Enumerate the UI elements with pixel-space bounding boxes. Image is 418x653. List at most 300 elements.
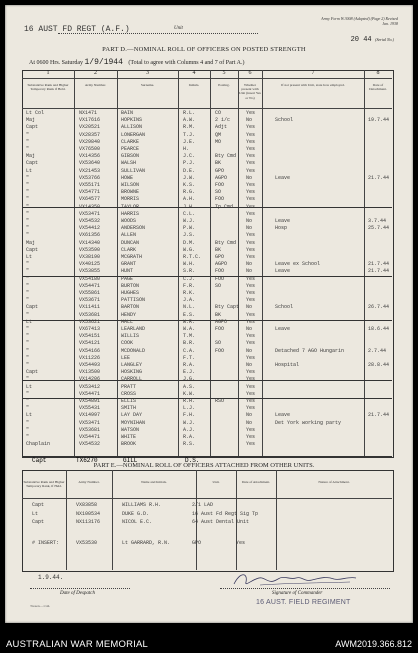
cell-num: VX21453: [79, 167, 101, 174]
cell-sur: BAIN: [121, 110, 134, 116]
cell-dt: 2.7.44: [368, 347, 387, 354]
cell-rank: ": [26, 203, 30, 210]
cell-rank: ": [26, 282, 30, 289]
table-row: [22, 369, 392, 375]
table-row: [22, 110, 392, 116]
cell-pos: Tp Cmd: [215, 203, 234, 210]
cell-ini: B.R.: [183, 340, 196, 347]
cell-ini: S.R.: [183, 268, 196, 275]
cell-num: VX53590: [79, 246, 101, 253]
cell-sur: CLARKE: [121, 138, 140, 145]
table-row: [22, 261, 392, 267]
cell-rank: ": [26, 261, 30, 268]
table-row: [22, 160, 392, 166]
cell-sur: CROSS: [121, 390, 137, 397]
table-row: [22, 376, 392, 382]
unit-label: Unit: [174, 26, 183, 31]
cell-ini: D.M.: [183, 239, 196, 246]
table-row: [22, 427, 392, 433]
part-e-title: PART E.—NOMINAL ROLL OF OFFICERS ATTACHED FROM OTHER UNITS.: [93, 462, 315, 469]
cell-sur: MCDONALD: [121, 347, 146, 354]
cell-unit: 64 Aust Dental Unit: [192, 519, 250, 525]
cell-ini: R.H.: [183, 398, 196, 404]
cell-wh: Yes: [246, 340, 256, 347]
cell-sur: HUNT: [121, 268, 134, 275]
cell-wh: No: [246, 218, 253, 224]
cell-ini: D.E.: [183, 167, 196, 174]
cell-rank: ": [26, 225, 30, 232]
cell-pos: FOO: [215, 196, 225, 203]
cell-rank: ": [26, 398, 30, 404]
cell-ini: F.R.: [183, 282, 196, 289]
cell-num: VX54532: [79, 441, 101, 448]
cell-sur: LANGLEY: [121, 362, 143, 368]
cell-sur: BROOK: [121, 441, 137, 448]
cell-num: VX20521: [79, 124, 101, 131]
cell-rank: ": [26, 419, 30, 426]
cell-num: VX40125: [79, 261, 101, 268]
signature-label: Signature of Commander: [272, 591, 323, 596]
cell-rank: ": [26, 268, 30, 275]
cell-ini: R.T.C.: [183, 254, 202, 260]
cell-num: VX83858: [76, 502, 98, 508]
cell-num: VX29840: [79, 138, 101, 145]
cell-ini: R.L.: [183, 110, 196, 116]
at-prefix: At 0600 Hrs. Saturday: [29, 60, 83, 66]
cell-ini: R.G.: [183, 189, 196, 196]
cell-rank: ": [26, 405, 30, 412]
cell-ini: A.W.: [183, 117, 196, 124]
cell-pos: SO: [215, 282, 222, 289]
cell-ini: R.A.: [183, 362, 196, 368]
cell-num: VX55861: [79, 290, 101, 296]
cell-sur: WOODS: [121, 218, 137, 224]
cell-num: VX64577: [79, 196, 101, 203]
cell-rank: Lt: [26, 383, 33, 390]
cell-pos: MO: [215, 138, 222, 145]
cell-num: VX54121: [79, 340, 101, 347]
cell-num: VX53681: [79, 426, 101, 433]
table-row: [22, 434, 392, 440]
cell-sur: TAYLOR: [121, 203, 140, 210]
cell-num: VX53471: [79, 210, 101, 217]
form-id: Army Form W.3008 (Adapted) (Page 2) Revised Jan. 1938: [321, 16, 398, 26]
cell-sur: BROWNE: [121, 189, 140, 196]
cell-wh: Yes: [246, 110, 256, 116]
cell-wh: Yes: [246, 297, 256, 304]
cell-num: VX67413: [79, 326, 101, 332]
part-d-col-number: 2: [94, 70, 97, 76]
table-row: [22, 146, 392, 152]
part-e-header-rule: [22, 498, 392, 499]
cell-sur: HOSKING: [121, 369, 143, 376]
table-row: [22, 326, 392, 332]
cell-wh: No: [246, 225, 253, 232]
cell-pos: FOO: [215, 347, 225, 354]
cell-num: VX17616: [79, 117, 101, 124]
cell-wh: Yes: [246, 189, 256, 196]
cell-rsn: School: [275, 304, 294, 311]
part-d-col-header: Army Number.: [84, 83, 107, 87]
cell-ini: W.J.: [183, 419, 196, 426]
cell-rank: ": [26, 362, 30, 368]
cell-num: VX14206: [79, 376, 101, 383]
part-d-col-number: 5: [222, 70, 226, 76]
cell-sur: HARRIS: [121, 210, 140, 217]
cell-wh: Yes: [246, 426, 256, 433]
cell-sur: SULLIVAN: [121, 167, 146, 174]
table-row: [22, 290, 392, 296]
cell-rank: ": [26, 326, 30, 332]
cell-pos: CO: [215, 110, 222, 116]
table-row: [22, 117, 392, 123]
unit-stamp: 16 AUST. FIELD REGIMENT: [256, 599, 351, 606]
cell-wh: No: [246, 419, 253, 426]
cell-sur: LEE: [121, 354, 131, 361]
cell-sur: HOWE: [121, 174, 134, 181]
cell-ini: J.G.: [183, 376, 196, 383]
cell-num: NX1471: [79, 110, 98, 116]
table-row: [22, 182, 392, 188]
serial-label: (Serial No.): [375, 37, 394, 42]
cell-rank: ": [26, 434, 30, 440]
cell-ini: J.E.: [183, 138, 196, 145]
cell-rank: Lt: [26, 254, 33, 260]
cell-ini: T.M.: [183, 333, 196, 340]
table-row: [22, 502, 392, 509]
cell-rank: ": [26, 275, 30, 282]
cell-num: VX54180: [79, 275, 101, 282]
cell-wh: Yes: [246, 196, 256, 203]
part-d-col-number: 1: [46, 70, 50, 76]
table-row: [22, 139, 392, 145]
cell-rank: ": [26, 390, 30, 397]
part-e-col-header: Army Number.: [78, 480, 100, 484]
cell-wh: Yes: [246, 318, 256, 325]
cell-sur: DUNCAN: [121, 239, 140, 246]
cell-rsn: Leave ex School: [275, 261, 321, 268]
cell-wh: Yes: [246, 246, 256, 253]
cell-num: VX53766: [79, 174, 101, 181]
cell-rank: Maj: [26, 117, 36, 124]
table-row: [22, 362, 392, 368]
cell-ini: W.R.: [183, 318, 196, 325]
part-e-col-header: Date of Attachment.: [241, 480, 271, 484]
cell-ini: J.A.: [183, 297, 196, 304]
cell-wh: No: [246, 362, 253, 368]
cell-rank: ": [26, 232, 30, 239]
cell-rsn: Hosp: [275, 225, 288, 232]
cell-sur: HENDY: [121, 311, 137, 318]
cell-rsn: School: [275, 117, 294, 124]
bar-name: GILL: [123, 457, 138, 464]
cell-rank: ": [26, 297, 30, 304]
cell-wh: Yes: [246, 182, 256, 188]
cell-wh: Yes: [246, 311, 256, 318]
cell-wh: Yes: [246, 138, 256, 145]
cell-wh: Yes: [246, 398, 256, 404]
cell-wh: Yes: [246, 160, 256, 167]
part-d-header-rule: [22, 108, 392, 109]
cell-pos: SO: [215, 340, 222, 347]
cell-ini: R.K.: [183, 290, 196, 296]
table-row: [22, 283, 392, 289]
cell-wh: Yes: [246, 383, 256, 390]
cell-rank: Lt Col: [26, 110, 45, 116]
cell-wh: No: [246, 268, 253, 275]
cell-num: VX14350: [79, 203, 101, 210]
cell-ini: K.S.: [183, 182, 196, 188]
serial-number: [351, 36, 394, 44]
cell-rsn: Hospital: [275, 362, 300, 368]
cell-num: VX53412: [79, 383, 101, 390]
cell-sur: ALLEN: [121, 232, 137, 239]
cell-name: NICOL E.C.: [122, 519, 153, 525]
cell-sur: HOPKINS: [121, 117, 143, 124]
printer-imprint: Treeen—1/44.: [30, 604, 51, 608]
cell-ini: K.W.: [183, 390, 196, 397]
cell-dt: 28.8.44: [368, 362, 390, 368]
cell-num: VX14356: [79, 153, 101, 160]
archive-accession: AWM2019.366.812: [335, 639, 412, 649]
table-row: [22, 168, 392, 174]
cell-ini: P.J.: [183, 160, 196, 167]
cell-sur: PRATT: [121, 383, 137, 390]
cell-dt: 21.7.44: [368, 268, 390, 275]
part-d-col-number: 8: [376, 70, 380, 76]
cell-num: VX14997: [79, 412, 101, 419]
cell-ini: W.H.: [183, 261, 196, 268]
cell-sur: LEARLAND: [121, 326, 146, 332]
cell-wh: No: [246, 347, 253, 354]
cell-wh: No: [246, 174, 253, 181]
table-row: [22, 254, 392, 260]
cell-wh: Yes: [246, 390, 256, 397]
cell-dt: 21.7.44: [368, 412, 390, 419]
cell-ini: F.T.: [183, 354, 196, 361]
cell-pos: 2 i/c: [215, 117, 231, 124]
cell-wh: Yes: [246, 203, 256, 210]
cell-dt: 3.7.44: [368, 218, 387, 224]
cell-pos: Adjt: [215, 124, 228, 131]
cell-num: VX53471: [79, 419, 101, 426]
table-row: [22, 511, 392, 518]
cell-pos: BK: [215, 311, 222, 318]
cell-wh: Yes: [246, 146, 256, 152]
cell-pos: QM: [215, 131, 222, 138]
table-row: [22, 304, 392, 310]
cell-ini: C.A.: [183, 347, 196, 354]
cell-pos: FOO: [215, 268, 225, 275]
cell-ini: L.J.: [183, 405, 196, 412]
cell-num: VX53671: [79, 297, 101, 304]
table-row: [22, 240, 392, 246]
table-row: [22, 398, 392, 404]
cell-num: VX54166: [79, 347, 101, 354]
cell-wh: Yes: [246, 124, 256, 131]
part-d-col-number: 4: [192, 70, 196, 76]
cell-dt: Yes: [236, 540, 246, 546]
cell-wh: Yes: [246, 131, 256, 138]
table-row: [22, 175, 392, 181]
cell-ini: H.: [183, 146, 190, 152]
cell-ini: A.J.: [183, 426, 196, 433]
cell-unit: 16 Aust Fd Regt Sig Tp: [192, 510, 259, 517]
cell-num: VX53530: [76, 540, 98, 546]
cell-num: VX54532: [79, 218, 101, 224]
cell-wh: Yes: [246, 232, 256, 239]
cell-rank: Capt: [26, 160, 39, 167]
cell-num: NX113176: [76, 519, 101, 525]
cell-pos: GPO: [215, 254, 225, 260]
cell-wh: Yes: [246, 369, 256, 376]
cell-pos: FOO: [215, 326, 225, 332]
cell-wh: Yes: [246, 290, 256, 296]
cell-ini: A.S.: [183, 383, 196, 390]
cell-wh: No: [246, 304, 253, 311]
cell-sur: GIBSON: [121, 153, 140, 160]
cell-pos: FOO: [215, 275, 225, 282]
cell-pos: RSO: [215, 398, 225, 404]
cell-sur: COOK: [121, 340, 134, 347]
cell-dt: 21.7.44: [368, 174, 390, 181]
cell-pos: Bty Cmd: [215, 239, 237, 246]
cell-num: VX54471: [79, 390, 101, 397]
table-row: [22, 348, 392, 354]
cell-sur: MORRIS: [121, 196, 140, 203]
cell-sur: ANDERSON: [121, 225, 146, 232]
cell-ini: R.S.: [183, 441, 196, 448]
cell-wh: Yes: [246, 153, 256, 160]
part-d-title: PART D.—NOMINAL ROLL OF OFFICERS ON POSTED STRENGTH: [102, 46, 306, 53]
part-d-col-header: Initials.: [188, 83, 200, 87]
cell-rank: ": [26, 174, 30, 181]
part-d-col-header: Substantive Rank and Higher Temporary Rank if Held.: [27, 83, 69, 92]
cell-ini: C.L.: [183, 210, 196, 217]
cell-ini: R.A.: [183, 434, 196, 440]
cell-sur: CARROLL: [121, 376, 143, 383]
cell-rsn: Det York working party: [275, 419, 342, 426]
cell-rank: Capt: [32, 519, 45, 525]
cell-sur: ELLIS: [121, 398, 137, 404]
cell-wh: Yes: [246, 254, 256, 260]
table-row: [22, 540, 392, 547]
part-d-col-header: Posting.: [218, 83, 230, 87]
table-row: [22, 519, 392, 526]
cell-rsn: Leave: [275, 268, 291, 275]
cell-num: VX14340: [79, 239, 101, 246]
cell-ini: J.C.: [183, 153, 196, 160]
cell-rank: Maj: [26, 153, 36, 160]
table-row: [22, 405, 392, 411]
at-date-line: [29, 58, 244, 67]
table-row: [22, 225, 392, 231]
cell-wh: Yes: [246, 282, 256, 289]
table-row: [22, 204, 392, 210]
cell-sur: PEARCE: [121, 146, 140, 152]
cell-unit: 2/1 LAD: [192, 502, 214, 508]
cell-ini: T.J.: [183, 131, 196, 138]
cell-rank: ": [26, 182, 30, 188]
commander-signature: [230, 570, 370, 590]
cell-rank: Capt: [26, 124, 39, 131]
cell-sur: LAY DAY: [121, 412, 143, 419]
cell-rank: ": [26, 354, 30, 361]
cell-wh: Yes: [246, 441, 256, 448]
cell-num: VX54471: [79, 282, 101, 289]
cell-pos: SO: [215, 189, 222, 196]
cell-rank: ": [26, 311, 30, 318]
cell-sur: WILSON: [121, 182, 140, 188]
cell-rank: ": [26, 146, 30, 152]
cell-rank: Lt: [32, 510, 39, 517]
cell-rank: Maj: [26, 239, 36, 246]
table-row: [22, 218, 392, 224]
part-e-col-header: Substantive Rank and Higher Temporary Rank, if Held.: [23, 480, 65, 489]
cell-sur: GRANT: [121, 261, 137, 268]
part-d-col-number: 6: [248, 70, 252, 76]
cell-sur: HUGHES: [121, 290, 140, 296]
cell-rank: Lt: [26, 167, 33, 174]
cell-dt: 26.7.44: [368, 304, 390, 311]
cell-sur: HALL: [121, 318, 134, 325]
cell-rank: ": [26, 131, 30, 138]
cell-pos: BK: [215, 160, 222, 167]
cell-sur: WHITE: [121, 434, 137, 440]
cell-ini: E.J.: [183, 369, 196, 376]
cell-num: VX54891: [79, 398, 101, 404]
cell-ini: E.S.: [183, 311, 196, 318]
cell-num: VX13500: [79, 369, 101, 376]
cell-sur: PAGE: [121, 275, 134, 282]
part-d-col-header: Date of Detachment.: [369, 83, 387, 92]
cell-num: VX54493: [79, 362, 101, 368]
cell-ini: C.J.: [183, 275, 196, 282]
cell-rank: Capt: [32, 502, 45, 508]
cell-num: VX61356: [79, 232, 101, 239]
cell-num: VX38190: [79, 254, 101, 260]
part-d-col-number: 7: [311, 70, 315, 76]
cell-ini: N.L.: [183, 304, 196, 311]
part-d-col-number: 3: [146, 70, 149, 76]
cell-rsn: Leave: [275, 174, 291, 181]
archive-footer: [0, 630, 418, 653]
cell-rank: ": [26, 376, 30, 383]
despatch-date: 1.9.44.: [38, 574, 64, 581]
cell-name: Lt GARRARD, R.N.: [122, 540, 171, 546]
cell-dt: 19.7.44: [368, 117, 390, 124]
cell-num: VX54471: [79, 434, 101, 440]
cell-sur: BARTON: [121, 304, 140, 311]
table-row: [22, 319, 392, 325]
table-row: [22, 384, 392, 390]
cell-sur: WALSH: [121, 160, 137, 167]
cell-num: VX11411: [79, 304, 101, 311]
cell-sur: MOYNIHAN: [121, 419, 146, 426]
cell-rank: ": [26, 333, 30, 340]
cell-rsn: Detached 7 AGO Hungarin: [275, 347, 345, 354]
cell-ini: W.G.: [183, 246, 196, 253]
cell-num: VX53855: [79, 268, 101, 275]
table-row: [22, 132, 392, 138]
at-date: 1/9/1944: [84, 58, 123, 67]
cell-rank: Lt: [26, 318, 33, 325]
cell-num: VX54771: [79, 189, 101, 196]
despatch-label: Date of Despatch: [60, 591, 95, 596]
table-row: [22, 189, 392, 195]
bar-rank: Capt: [32, 457, 47, 464]
cell-rank: ": [26, 290, 30, 296]
